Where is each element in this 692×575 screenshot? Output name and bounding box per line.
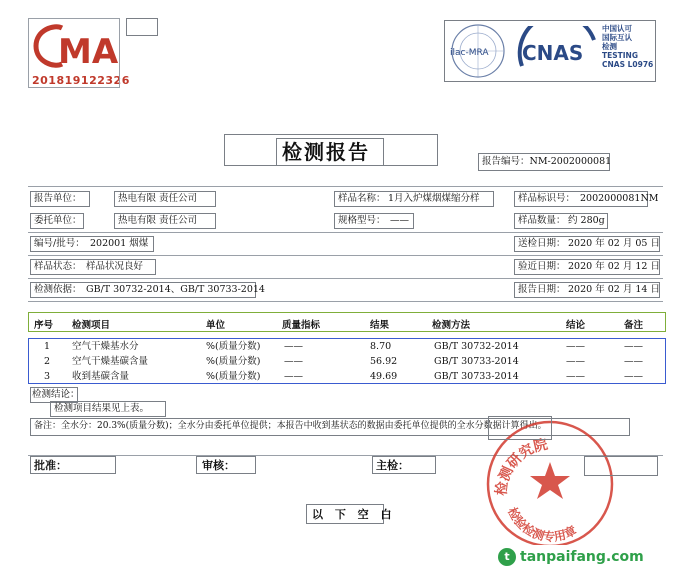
basis-label: 检测依据： xyxy=(34,284,82,295)
received-label: 送检日期： xyxy=(518,238,566,249)
col-header-no: 序号 xyxy=(34,320,54,331)
col-header-unit: 单位 xyxy=(206,320,226,331)
batch-value: 202001 烟煤 xyxy=(90,238,149,249)
sample-id-value: 2002000081NM xyxy=(580,193,659,204)
cell-result: 56.92 xyxy=(370,356,398,367)
svg-text:CNAS: CNAS xyxy=(522,41,584,65)
cell-index: —— xyxy=(284,356,303,367)
col-header-result: 结果 xyxy=(370,320,390,331)
sample-name-value: 1月入炉煤烟煤缩分样 xyxy=(388,193,480,204)
stamp-overlay-box xyxy=(584,456,658,476)
report-unit-label: 报告单位： xyxy=(34,193,82,204)
approve-label: 批准： xyxy=(34,459,67,472)
cell-conclusion: —— xyxy=(566,371,585,382)
row-divider xyxy=(28,186,663,187)
cell-unit: %(质量分数) xyxy=(206,341,261,352)
cell-item: 空气干燥基水分 xyxy=(72,341,139,352)
svg-text:MA: MA xyxy=(58,32,119,72)
conclusion-label: 检测结论： xyxy=(32,389,80,400)
stamp-overlay-box xyxy=(488,416,552,440)
review-label: 审核： xyxy=(202,459,235,472)
ilac-globe-icon xyxy=(446,22,510,80)
basis-value: GB/T 30732-2014、GB/T 30733-2014 xyxy=(86,284,265,295)
col-header-item: 检测项目 xyxy=(72,320,111,331)
cnas-line: 国际互认 xyxy=(602,33,632,42)
cell-method: GB/T 30732-2014 xyxy=(434,341,519,352)
col-header-index: 质量指标 xyxy=(282,320,321,331)
report-unit-value: 热电有限 责任公司 xyxy=(118,193,198,204)
svg-text:ilac-MRA: ilac-MRA xyxy=(450,48,489,58)
cell-item: 空气干燥基碳含量 xyxy=(72,356,149,367)
ilac-logo xyxy=(446,22,510,80)
test-date-value: 2020 年 02 月 12 日 xyxy=(568,261,660,272)
spec-value: —— xyxy=(390,215,409,226)
cell-unit: %(质量分数) xyxy=(206,371,261,382)
cell-note: —— xyxy=(624,371,643,382)
cma-box xyxy=(28,18,120,88)
cell-index: —— xyxy=(284,341,303,352)
row-divider xyxy=(28,255,663,256)
stamp-top-text: 检测研究院 xyxy=(493,436,550,497)
blank-text: 以 下 空 白 xyxy=(312,508,396,521)
cma-code: 201819122326 xyxy=(32,74,130,87)
conclusion-text: 检测项目结果见上表。 xyxy=(54,403,150,414)
row-divider xyxy=(28,232,663,233)
cnas-logo xyxy=(516,26,600,76)
svg-text:检验检测专用章 xyxy=(505,505,579,544)
cell-no: 2 xyxy=(44,356,51,367)
test-date-label: 验近日期： xyxy=(518,261,566,272)
cell-conclusion: —— xyxy=(566,341,585,352)
main-test-label: 主检： xyxy=(376,459,409,472)
cell-note: —— xyxy=(624,356,643,367)
state-label: 样品状态： xyxy=(34,261,82,272)
remark-text: 备注：全水分：20.3%(质量分数)；全水分由委托单位提供；本报告中收到基状态的数据由委托单位提供的全水分数据计算得出。 xyxy=(34,421,547,431)
received-value: 2020 年 02 月 05 日 xyxy=(568,238,660,249)
sample-id-label: 样品标识号： xyxy=(518,193,576,204)
cell-index: —— xyxy=(284,371,303,382)
cell-method: GB/T 30733-2014 xyxy=(434,371,519,382)
col-header-method: 检测方法 xyxy=(432,320,471,331)
cell-method: GB/T 30733-2014 xyxy=(434,356,519,367)
cell-no: 1 xyxy=(44,341,51,352)
report-date-value: 2020 年 02 月 14 日 xyxy=(568,284,660,295)
cell-item: 收到基碳含量 xyxy=(72,371,130,382)
cnas-line: 检测 xyxy=(602,42,617,51)
batch-label: 编号/批号： xyxy=(34,238,85,249)
client-label: 委托单位： xyxy=(34,215,82,226)
sample-qty-value: 约 280g xyxy=(568,215,605,226)
row-divider xyxy=(28,278,663,279)
client-value: 热电有限 责任公司 xyxy=(118,215,198,226)
page-title: 检测报告 xyxy=(282,140,370,164)
cell-result: 49.69 xyxy=(370,371,398,382)
top-small-box xyxy=(126,18,158,36)
report-date-label: 报告日期： xyxy=(518,284,566,295)
cell-no: 3 xyxy=(44,371,51,382)
cell-unit: %(质量分数) xyxy=(206,356,261,367)
cnas-logo-icon xyxy=(516,26,600,76)
report-number: 报告编号：NM-2002000081 xyxy=(482,156,612,167)
spec-label: 规格型号： xyxy=(338,215,386,226)
state-value: 样品状况良好 xyxy=(86,261,144,272)
row-divider xyxy=(28,301,663,302)
sample-name-label: 样品名称： xyxy=(338,193,386,204)
watermark-logo-icon: t xyxy=(498,548,516,566)
cnas-line: TESTING xyxy=(602,51,638,60)
cnas-text-block xyxy=(602,24,653,69)
cell-conclusion: —— xyxy=(566,356,585,367)
stamp-bottom-text: 检验检测专用章 xyxy=(504,505,579,545)
cnas-line: 中国认可 xyxy=(602,24,632,33)
sample-qty-label: 样品数量： xyxy=(518,215,566,226)
watermark-text[interactable]: tanpaifang.com xyxy=(520,549,644,565)
col-header-conclusion: 结论 xyxy=(566,320,586,331)
cell-result: 8.70 xyxy=(370,341,392,352)
cell-note: —— xyxy=(624,341,643,352)
cnas-line: CNAS L0976 xyxy=(602,60,654,69)
col-header-note: 备注 xyxy=(624,320,644,331)
